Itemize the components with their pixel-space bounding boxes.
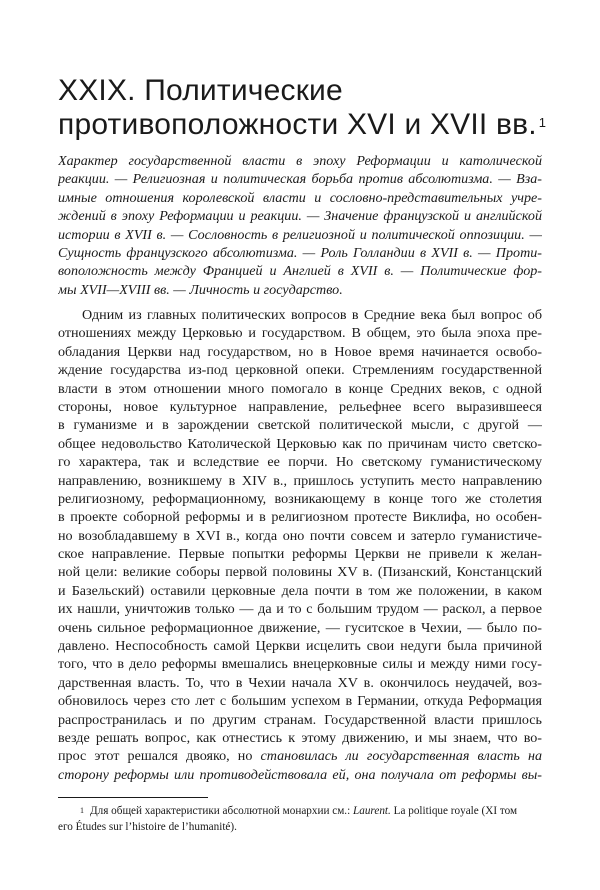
synopsis-line: ждений в эпоху Реформации и реакции. — Значение французской и английской <box>58 208 542 225</box>
body-line: обновилось через сто лет с большим успехом в Германии, откуда Реформация <box>58 693 542 710</box>
body-line: обладания Церкви над государством, но в Новое время начинается освобо- <box>58 343 542 360</box>
synopsis-line: Сущность французского абсолютизма. — Роль Голландии в XVII в. — Проти- <box>58 244 542 261</box>
body-line: ждение государства из-под церковной опеки. Стремлениям государственной <box>58 362 542 379</box>
body-line: давлено. Неспособность самой Церкви исцелить свои недуги была причиной <box>58 638 542 655</box>
body-italic-emphasis: становилась ли государственная власть на <box>260 748 542 765</box>
body-text <box>58 306 542 784</box>
body-line: того, что в дело реформы вмешались внецерковные силы и между ними госу- <box>58 656 542 673</box>
body-line: общее недовольство Католической Церковью как по причинам чисто светско- <box>58 435 542 452</box>
footnote-line-1 <box>58 803 542 819</box>
synopsis-line: Характер государственной власти в эпоху Реформации и католической <box>58 153 542 169</box>
body-line: отношениях между Церковью и государством. В общем, это была эпоха пре- <box>58 325 542 342</box>
chapter-title-line-2-text: противоположности XVI и XVII вв. <box>58 108 537 141</box>
footnote-text-after: La politique royale (XI том <box>390 805 518 817</box>
synopsis-line: мы XVII—XVIII вв. — Личность и государство. <box>58 281 343 298</box>
synopsis-line: воположность между Францией и Англией в XVII в. — Политические фор- <box>58 263 542 280</box>
footnote-divider <box>58 797 208 798</box>
body-line: их нашли, уничтожив только — да и то с большим трудом — раскол, а первое <box>58 601 542 618</box>
body-line: Одним из главных политических вопросов в Средние века был вопрос об <box>82 307 542 323</box>
footnote-text-before: Для общей характеристики абсолютной монархии см.: <box>90 805 354 817</box>
footnote-number: 1 <box>80 806 84 815</box>
body-line-mixed <box>58 747 542 765</box>
chapter-title-line-1: XXIX. Политические <box>58 74 343 107</box>
body-line: очень сильное реформационное движение, — гуситское в Чехии, — было по- <box>58 619 542 636</box>
body-line: дарственная власть. То, что в Чехии начала XV в. окончилось неудачей, воз- <box>58 674 542 691</box>
chapter-synopsis <box>58 152 542 299</box>
footnote-line-2: его Études sur l’histoire de l’humanité). <box>58 821 237 833</box>
body-line: распространилась и по другим странам. Государственной власти пришлось <box>58 711 542 728</box>
body-line: направлению, возникшему в XIV в., пришлось уступить место направлению <box>58 472 542 489</box>
body-line: везде решать вопрос, как отнестись к этому движению, и мы знаем, что во- <box>58 729 542 746</box>
body-line: сторону реформы или противодействовала ей, она получала от реформы вы- <box>58 766 542 783</box>
body-line: в проекте соборной реформы и в религиозном протесте Виклифа, но особен- <box>58 509 542 526</box>
chapter-title-line-2 <box>58 108 558 142</box>
body-line: ское направление. Первые попытки реформы Церкви не привели к желан- <box>58 546 542 563</box>
body-line: но возобладавшему в XVI в., когда оно почти совсем и затерло гуманистиче- <box>58 527 542 544</box>
footnote <box>58 803 542 835</box>
synopsis-line: истории в XVII в. — Сословность в религиозной и политической оппозиции. — <box>58 226 542 243</box>
chapter-title <box>58 74 558 142</box>
body-line: в гуманизме и в зарождении светской политической мысли, с другой — <box>58 417 542 434</box>
body-line: и Базельский) оставили церковные дела почти в том же положении, в каком <box>58 582 542 599</box>
body-line: религиозному, реформационному, возникающему в конце того же столетия <box>58 490 542 507</box>
footnote-author: Laurent. <box>353 805 391 817</box>
synopsis-line: реакции. — Религиозная и политическая борьба против абсолютизма. — Вза- <box>58 171 542 188</box>
body-line: власти в этом отношении много помогало в конце Средних веков, с одной <box>58 380 542 397</box>
synopsis-line: имные отношения королевской власти и сословно-представительных учре- <box>58 189 542 206</box>
body-line: ной цели: великие соборы первой половины XV в. (Пизанский, Констанцский <box>58 564 542 581</box>
body-line: го характера, так и вследствие ее порчи. Но светскому гуманистическому <box>58 454 542 471</box>
body-line: стороны, новое культурное направление, рельефнее всего выразившееся <box>58 398 542 415</box>
footnote-ref[interactable]: 1 <box>538 115 547 130</box>
body-line-text: прос этот решался двояко, но <box>58 748 261 765</box>
